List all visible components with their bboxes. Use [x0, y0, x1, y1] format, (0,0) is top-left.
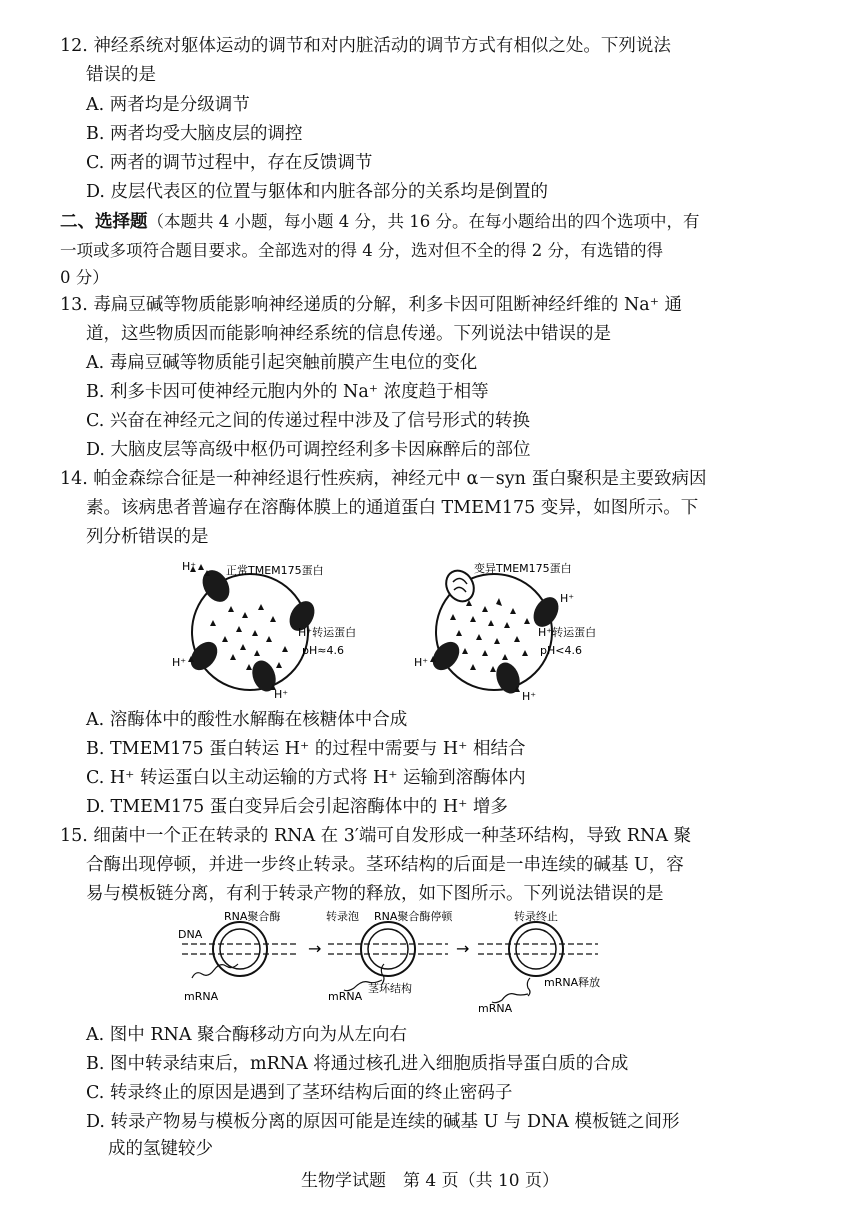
q13-option-c: C. 兴奋在神经元之间的传递过程中涉及了信号形式的转换 — [86, 411, 530, 431]
q15-option-c: C. 转录终止的原因是遇到了茎环结构后面的终止密码子 — [86, 1083, 513, 1103]
mrna-label-2: mRNA — [328, 990, 363, 1003]
hplus-label-left-bottom: H⁺ — [274, 688, 289, 701]
q13-option-b: B. 利多卡因可使神经元胞内外的 Na⁺ 浓度趋于相等 — [86, 382, 489, 402]
mrna-label-3: mRNA — [478, 1002, 513, 1015]
q14-stem-line2: 素。该病患者普遍存在溶酶体膜上的通道蛋白 TMEM175 变异，如图所示。下 — [86, 498, 699, 518]
transcription-termination-label: 转录终止 — [514, 910, 558, 923]
q15-option-b: B. 图中转录结束后，mRNA 将通过核孔进入细胞质指导蛋白质的合成 — [86, 1054, 629, 1074]
q14-stem-line1: 14. 帕金森综合征是一种神经退行性疾病，神经元中 α－syn 蛋白聚积是主要致病因 — [60, 469, 707, 489]
stem-loop-label: 茎环结构 — [368, 982, 412, 995]
stage2 — [328, 922, 448, 991]
arrow-1: → — [308, 939, 322, 958]
q15-transcription-figure — [178, 908, 638, 1018]
mutant-tmem175-label: 变异TMEM175蛋白 — [474, 562, 572, 575]
q12-stem-line1: 12. 神经系统对躯体运动的调节和对内脏活动的调节方式有相似之处。下列说法 — [60, 36, 671, 56]
mrna-release-label: mRNA释放 — [544, 976, 601, 989]
q15-stem-line1: 15. 细菌中一个正在转录的 RNA 在 3′端可自发形成一种茎环结构，导致 RNA 聚 — [60, 826, 692, 846]
rna-polymerase-label: RNA聚合酶 — [224, 910, 281, 923]
section2-title: 二、选择题 — [60, 212, 148, 232]
q14-option-b: B. TMEM175 蛋白转运 H⁺ 的过程中需要与 H⁺ 相结合 — [86, 739, 526, 759]
dna-label: DNA — [178, 928, 203, 941]
q13-stem-line1: 13. 毒扁豆碱等物质能影响神经递质的分解，利多卡因可阻断神经纤维的 Na⁺ 通 — [60, 295, 682, 315]
q15-option-a: A. 图中 RNA 聚合酶移动方向为从左向右 — [86, 1025, 408, 1045]
h-transporter-label-right: H⁺转运蛋白 — [538, 626, 597, 639]
h-transporter-right-2 — [427, 637, 464, 676]
q15-option-d-line2: 成的氢键较少 — [108, 1139, 213, 1159]
q12-stem-line2: 错误的是 — [86, 65, 156, 85]
q13-option-d: D. 大脑皮层等高级中枢仍可调控经利多卡因麻醉后的部位 — [86, 440, 531, 460]
hplus-label-right-bottom: H⁺ — [522, 690, 537, 703]
hplus-label-left-side: H⁺ — [172, 656, 187, 669]
q14-option-c: C. H⁺ 转运蛋白以主动运输的方式将 H⁺ 运输到溶酶体内 — [86, 768, 526, 788]
rna-polymerase-pause-label: RNA聚合酶停顿 — [374, 910, 453, 923]
q14-lysosome-figure — [170, 556, 630, 706]
q15-stem-line2: 合酶出现停顿，并进一步终止转录。茎环结构的后面是一串连续的碱基 U，容 — [86, 855, 684, 875]
mrna-label-1: mRNA — [184, 990, 219, 1003]
q12-option-b: B. 两者均受大脑皮层的调控 — [86, 124, 303, 144]
q15-option-d-line1: D. 转录产物易与模板分离的原因可能是连续的碱基 U 与 DNA 模板链之间形 — [86, 1112, 680, 1132]
ph-label-left: pH≈4.6 — [302, 644, 344, 657]
ph-label-right: pH<4.6 — [540, 644, 582, 657]
hplus-label-right-top: H⁺ — [560, 592, 575, 605]
q13-option-a: A. 毒扁豆碱等物质能引起突触前膜产生电位的变化 — [86, 353, 478, 373]
q14-option-d: D. TMEM175 蛋白变异后会引起溶酶体中的 H⁺ 增多 — [86, 797, 508, 817]
section2-desc-line2: 一项或多项符合题目要求。全部选对的得 4 分，选对但不全的得 2 分，有选错的得 — [60, 241, 663, 260]
arrow-2: → — [456, 939, 470, 958]
q15-stem-line3: 易与模板链分离，有利于转录产物的释放，如下图所示。下列说法错误的是 — [86, 884, 664, 904]
q12-option-a: A. 两者均是分级调节 — [86, 95, 250, 115]
q12-option-d: D. 皮层代表区的位置与躯体和内脏各部分的关系均是倒置的 — [86, 182, 549, 202]
q14-option-a: A. 溶酶体中的酸性水解酶在核糖体中合成 — [86, 710, 408, 730]
page-footer: 生物学试题 第 4 页（共 10 页） — [300, 1171, 560, 1191]
normal-tmem175-label: 正常TMEM175蛋白 — [226, 564, 324, 577]
stage3 — [478, 922, 601, 1003]
q14-stem-line3: 列分析错误的是 — [86, 527, 209, 547]
h-transporter-label-left: H⁺转运蛋白 — [298, 626, 357, 639]
hplus-label-right-side: H⁺ — [414, 656, 429, 669]
q13-stem-line2: 道，这些物质因而能影响神经系统的信息传递。下列说法中错误的是 — [86, 324, 611, 344]
section2-desc-line1: （本题共 4 小题，每小题 4 分，共 16 分。在每小题给出的四个选项中，有 — [147, 212, 700, 231]
section2-header — [60, 208, 699, 236]
h-transporter-left-2 — [185, 637, 222, 676]
section2-desc-line3: 0 分） — [60, 268, 109, 287]
hplus-label-left-top: H⁺ — [182, 560, 197, 573]
transcription-bubble-label: 转录泡 — [326, 910, 359, 923]
q12-option-c: C. 两者的调节过程中，存在反馈调节 — [86, 153, 373, 173]
